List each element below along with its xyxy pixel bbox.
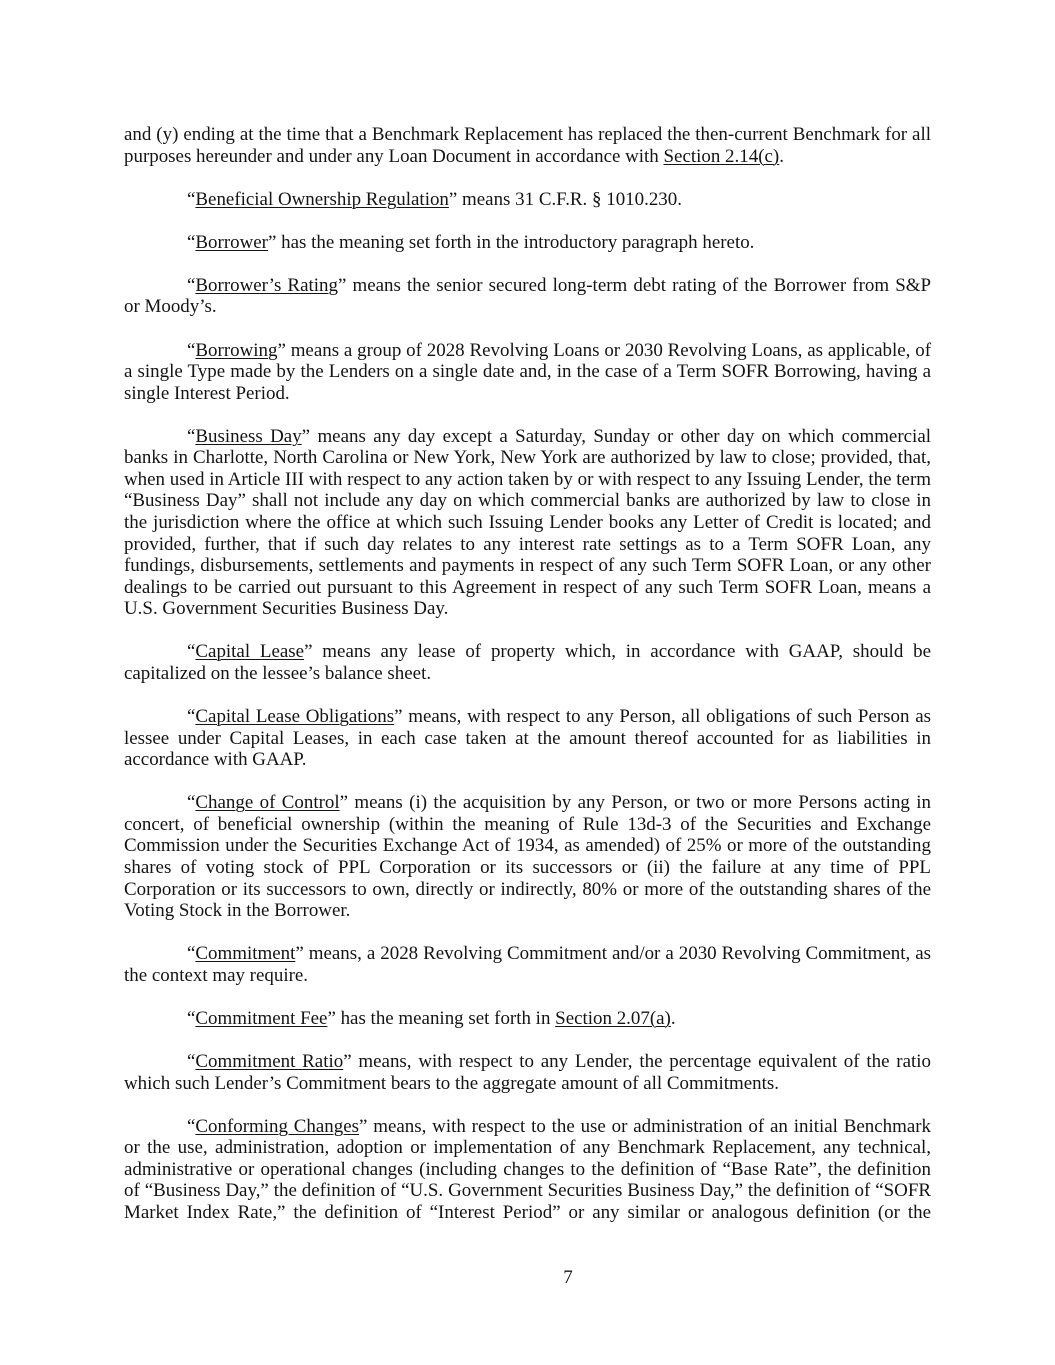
section-reference: Section 2.14(c) [663,145,780,167]
paragraph-text: “ [187,339,196,361]
paragraph-text: . [779,145,784,167]
paragraph-text: and (y) ending at the time that a Benchmark Replacement has replaced the then-current Benchmark for all purposes hereunder and under any Loan Document in accordance with [124,124,931,167]
paragraph-text: ” means, with respect to any Person, all obligations of such Person as lessee under Capital Leases, in each case taken at the amount thereof accounted for as liabilities in accordance with GAAP. [124,706,931,771]
definition-paragraph [124,340,931,405]
defined-term: Conforming Changes [195,1115,360,1137]
definition-paragraph [124,641,931,684]
paragraph-text: “ [187,231,196,253]
defined-term: Borrowing [195,339,278,361]
paragraph-text: “ [187,1051,196,1073]
paragraph-text: “ [187,943,196,965]
paragraph-text: ” means, a 2028 Revolving Commitment and/or a 2030 Revolving Commitment, as the context may require. [124,943,931,986]
paragraph-text: ” has the meaning set forth in the introductory paragraph hereto. [267,231,755,253]
paragraph-text: “ [187,188,196,210]
paragraph-text: ” means a group of 2028 Revolving Loans or 2030 Revolving Loans, as applicable, of a single Type made by the Lenders on a single date and, in the case of a Term SOFR Borrowing, having a single Interest Period. [124,339,931,404]
paragraph-text: . [670,1007,676,1029]
page-number: 7 [563,1267,573,1288]
defined-term: Capital Lease [195,641,305,663]
paragraph-text: ” means the senior secured long-term debt rating of the Borrower from S&P or Moody’s. [124,274,931,318]
paragraph-text: ” means, with respect to any Lender, the percentage equivalent of the ratio which such Lender’s Commitment bears to the aggregate amount of all Commitments. [124,1051,932,1094]
paragraph-text: ” means any day except a Saturday, Sunday or other day on which commercial banks in Charlotte, North Carolina or New York, New York are authorized by law to close; provided, that, when used in Article III with respect to any action taken by or with respect to any Issuing Lender, the term “Business Day” shall not include any day on which commercial banks are authorized by law to close in the jurisdiction where the office at which such Issuing Lender books any Letter of Credit is located; and provided, further, that if such day relates to any interest rate settings as to a Term SOFR Loan, any fundings, disbursements, settlements and payments in respect of any such Term SOFR Loan, or any other dealings to be carried out pursuant to this Agreement in respect of any such Term SOFR Loan, means a U.S. Government Securities Business Day. [124,425,931,620]
defined-term: Business Day [195,425,302,447]
defined-term: Borrower [195,231,268,253]
paragraph-text: ” has the meaning set forth in [327,1007,556,1029]
paragraph-text: “ [187,274,196,296]
definition-paragraph [124,1051,931,1094]
defined-term: Change of Control [195,792,340,814]
paragraph-text: ” means 31 C.F.R. § 1010.230. [448,188,682,210]
paragraph-text: ” means any lease of property which, in accordance with GAAP, should be capitalized on the lessee’s balance sheet. [124,641,931,684]
definition-paragraph [124,1008,931,1030]
definition-paragraph [124,1116,931,1224]
defined-term: Commitment [195,943,296,965]
paragraph-text: “ [187,1007,196,1029]
definition-paragraph [124,275,931,318]
defined-term: Beneficial Ownership Regulation [195,188,449,210]
paragraph-text: “ [187,706,196,728]
definition-paragraph [124,943,931,986]
continuation-paragraph [124,124,931,167]
definition-paragraph [124,232,931,254]
defined-term: Capital Lease Obligations [195,706,395,728]
defined-term: Commitment Ratio [195,1051,344,1073]
paragraph-text: ” means, with respect to the use or administration of an initial Benchmark or the use, administration, adoption or implementation of any Benchmark Replacement, any technical, administrative or operational changes (including changes to the definition of “Base Rate”, the definition of “Business Day,” the definition of “U.S. Government Securities Business Day,” the definition of “SOFR Market Index Rate,” the definition of “Interest Period” or any similar or analogous definition (or the [124,1115,931,1223]
section-reference: Section 2.07(a) [555,1007,671,1029]
paragraph-text: “ [187,1115,196,1137]
paragraph-text: “ [187,641,196,663]
definition-paragraph [124,792,931,921]
paragraph-text: “ [187,425,196,447]
definition-paragraph [124,706,931,771]
defined-term: Commitment Fee [195,1007,328,1029]
paragraph-text: “ [187,792,196,814]
definition-paragraph [124,426,931,620]
definition-paragraph [124,189,931,211]
page-body [124,124,931,1224]
defined-term: Borrower’s Rating [195,274,338,296]
paragraph-text: ” means (i) the acquisition by any Person, or two or more Persons acting in concert, of beneficial ownership (within the meaning of Rule 13d-3 of the Securities and Exchange Commission under the Securities Exchange Act of 1934, as amended) of 25% or more of the outstanding shares of voting stock of PPL Corporation or its successors or (ii) the failure at any time of PPL Corporation or its successors to own, directly or indirectly, 80% or more of the outstanding shares of the Voting Stock in the Borrower. [124,792,931,922]
